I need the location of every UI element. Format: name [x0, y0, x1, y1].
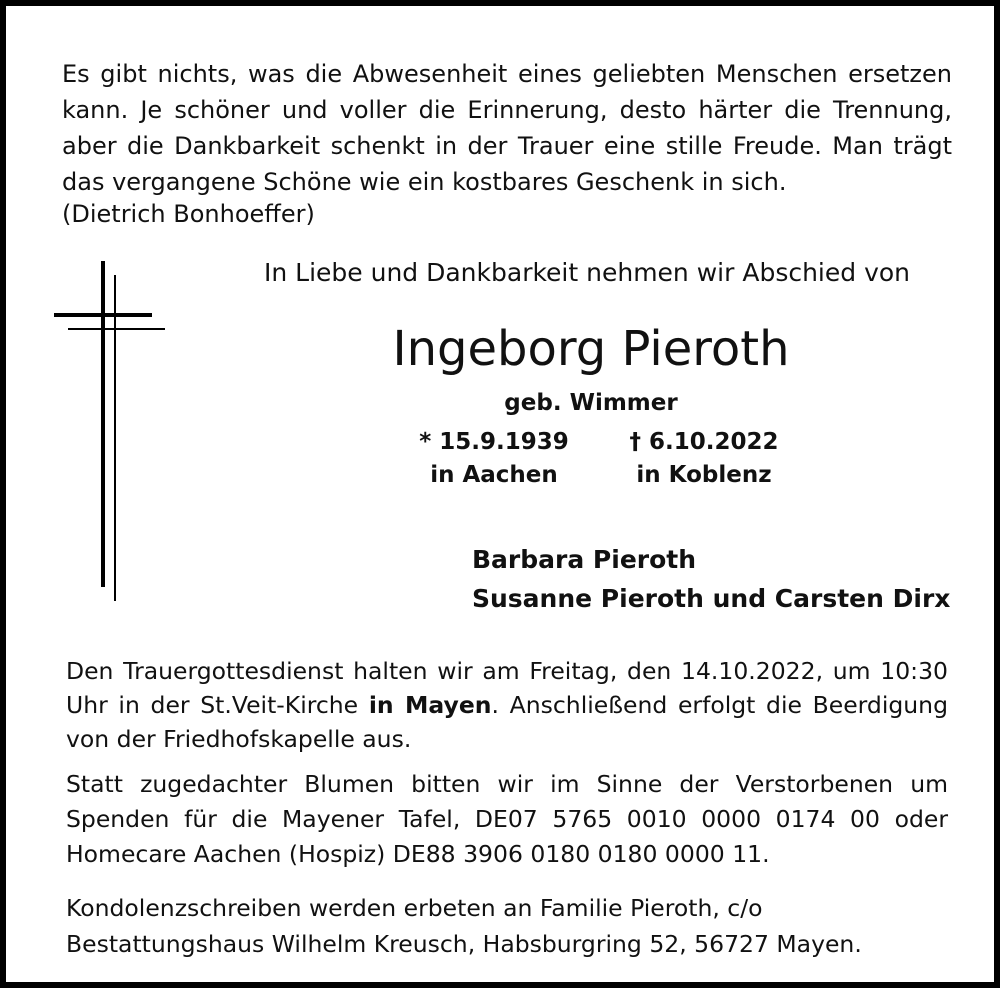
family-member: Barbara Pieroth [472, 545, 697, 574]
death-place: in Koblenz [636, 462, 772, 488]
death-info [609, 426, 799, 492]
quote-author: (Dietrich Bonhoeffer) [62, 200, 315, 228]
donation-paragraph [66, 767, 948, 872]
donation-line: Homecare Aachen (Hospiz) DE88 3906 0180 0180 0000 11. [66, 840, 770, 868]
donation-line: Spenden für die Mayener Tafel, DE07 5765 0010 0000 0174 00 oder [66, 805, 948, 833]
quote-line: aber die Dankbarkeit schenkt in der Trauer eine stille Freude. Man trägt [62, 132, 952, 160]
death-date: † 6.10.2022 [629, 429, 779, 455]
birth-place: in Aachen [430, 462, 558, 488]
farewell-intro: In Liebe und Dankbarkeit nehmen wir Abschied von [263, 258, 911, 287]
family-member: Susanne Pieroth und Carsten Dirx [472, 584, 951, 613]
quote-line: das vergangene Schöne wie ein kostbares Geschenk in sich. [62, 168, 787, 196]
maiden-name: geb. Wimmer [504, 390, 678, 416]
service-text: Uhr in der St.Veit-Kirche [66, 691, 369, 719]
condolence-line: Kondolenzschreiben werden erbeten an Familie Pieroth, c/o [66, 894, 763, 922]
donation-line: Statt zugedachter Blumen bitten wir im Sinne der Verstorbenen um [66, 770, 948, 798]
condolence-line: Bestattungshaus Wilhelm Kreusch, Habsburgring 52, 56727 Mayen. [66, 930, 862, 958]
service-line [66, 688, 948, 722]
condolence-paragraph [66, 890, 906, 962]
life-dates [384, 426, 824, 496]
double-line-cross-icon [54, 261, 169, 601]
birth-date: * 15.9.1939 [419, 429, 569, 455]
service-line: von der Friedhofskapelle aus. [66, 725, 412, 753]
family-signatures [472, 540, 950, 618]
service-text: . Anschließend erfolgt die Beerdigung [491, 691, 948, 719]
birth-info [409, 426, 579, 492]
quote-line: Es gibt nichts, was die Abwesenheit eines geliebten Menschen ersetzen [62, 60, 952, 88]
service-line: Den Trauergottesdienst halten wir am Freitag, den 14.10.2022, um 10:30 [66, 657, 948, 685]
deceased-name: Ingeborg Pieroth [392, 321, 790, 377]
service-location: in Mayen [368, 691, 492, 719]
service-paragraph [66, 654, 948, 756]
quote-line: kann. Je schöner und voller die Erinnerung, desto härter die Trennung, [62, 96, 952, 124]
bonhoeffer-quote [62, 56, 952, 200]
